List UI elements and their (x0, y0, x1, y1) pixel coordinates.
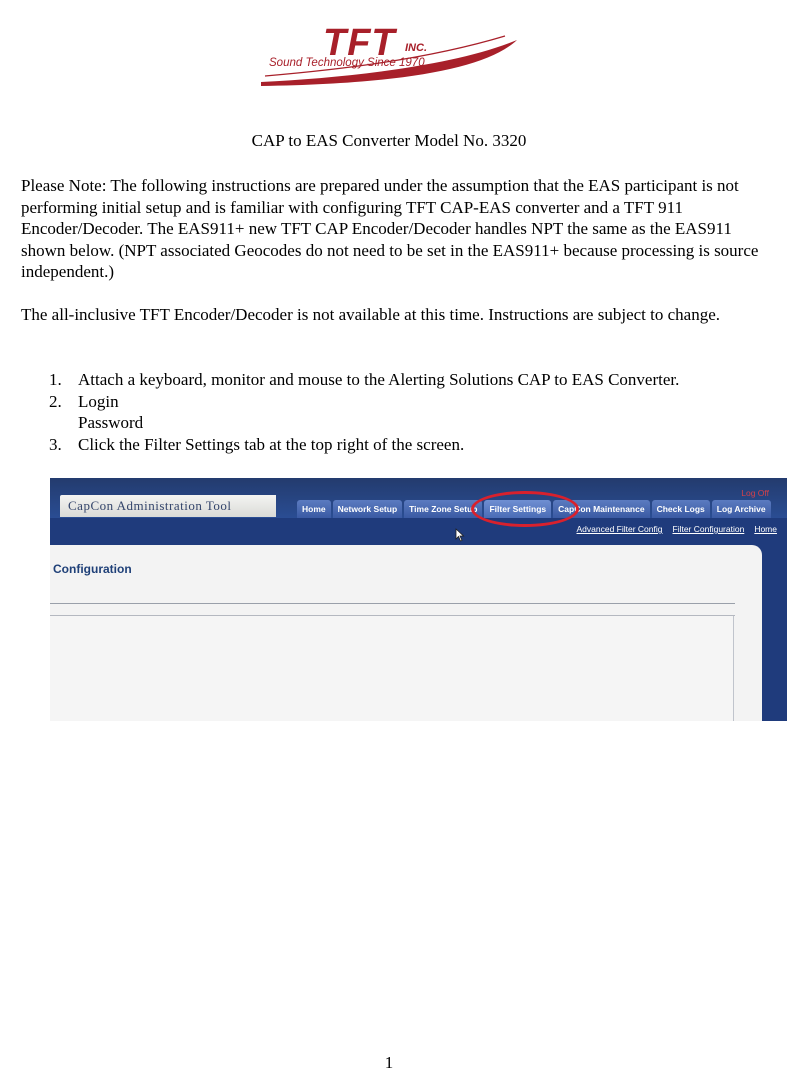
step-item (21, 369, 679, 391)
step-number: 2. (49, 391, 62, 411)
panel-content (50, 616, 734, 721)
logo-brand: TFT (323, 22, 396, 64)
advanced-filter-config-link[interactable]: Advanced Filter Config (576, 524, 663, 534)
tft-logo (255, 20, 525, 90)
step-text: Click the Filter Settings tab at the top right of the screen. (78, 434, 465, 454)
app-title: CapCon Administration Tool (60, 495, 276, 517)
logo-suffix: INC. (405, 42, 427, 54)
step-text: Attach a keyboard, monitor and mouse to the Alerting Solutions CAP to EAS Converter. (78, 370, 680, 389)
step-subtext: Password (78, 413, 144, 432)
panel-title: Configuration (53, 562, 132, 576)
document-title: CAP to EAS Converter Model No. 3320 (251, 131, 527, 150)
step-text: Login (78, 391, 119, 411)
tab-check-logs[interactable]: Check Logs (652, 500, 710, 518)
home-link[interactable]: Home (754, 524, 777, 534)
step-item (21, 434, 679, 456)
logo-tagline: Sound Technology Since 1970 (269, 57, 425, 69)
filter-configuration-link[interactable]: Filter Configuration (672, 524, 745, 534)
configuration-panel (50, 545, 762, 721)
log-off-link[interactable]: Log Off (741, 488, 769, 498)
tab-home[interactable]: Home (297, 500, 331, 518)
mouse-cursor-icon (455, 528, 465, 542)
tab-time-zone-setup[interactable]: Time Zone Setup (404, 500, 482, 518)
tab-network-setup[interactable]: Network Setup (333, 500, 403, 518)
note-paragraph: Please Note: The following instructions are prepared under the assumption that the EAS participant is not performing initial setup and is familiar with configuring TFT CAP-EAS converter and a TFT 911 Encoder/Decoder. The EAS911+ new TFT CAP Encoder/Decoder handles NPT the same as the EAS911 shown below. (NPT associated Geocodes do not need to be set in the EAS911+ because processing is source independent.) (21, 176, 759, 281)
page-number: 1 (384, 1053, 394, 1072)
instruction-steps (21, 369, 679, 455)
highlight-circle (471, 491, 579, 527)
tab-log-archive[interactable]: Log Archive (712, 500, 771, 518)
capcon-screenshot (50, 478, 787, 721)
step-item (21, 391, 679, 434)
tab-filter-settings[interactable]: Filter Settings (484, 500, 551, 518)
availability-paragraph: The all-inclusive TFT Encoder/Decoder is not available at this time. Instructions are subject to change. (21, 305, 720, 324)
tab-capcon-maintenance[interactable]: CapCon Maintenance (553, 500, 649, 518)
step-number: 3. (49, 434, 62, 454)
sub-nav (577, 524, 778, 534)
step-number: 1. (49, 370, 62, 389)
divider (50, 603, 735, 604)
